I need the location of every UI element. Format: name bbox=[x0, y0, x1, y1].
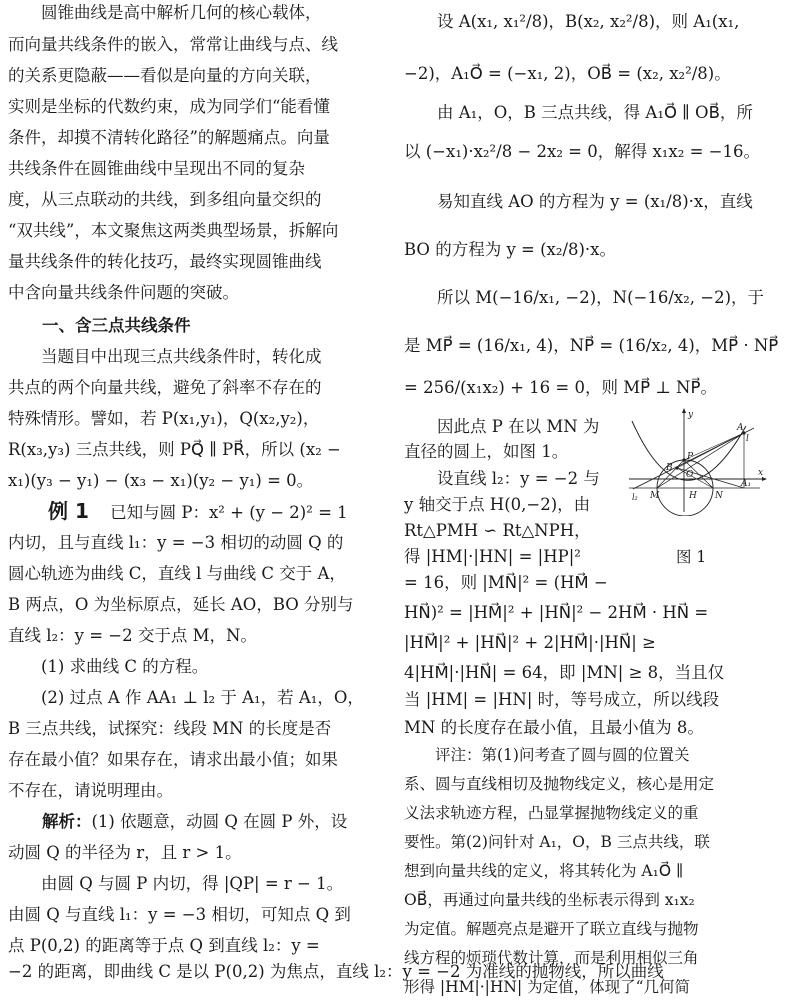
after-figure-line: 当 |HM| = |HN| 时，等号成立，所以线段 bbox=[404, 690, 720, 709]
intro-line: 实则是坐标的代数约束，成为同学们“能看懂 bbox=[8, 97, 330, 116]
analysis-line: 点 P(0,2) 的距离等于点 Q 到直线 l₂：y = bbox=[8, 936, 320, 955]
commentary-line: 义法求轨迹方程，凸显掌握抛物线定义的重 bbox=[404, 804, 699, 822]
intro-line: 而向量共线条件的嵌入，常常让曲线与点、线 bbox=[8, 35, 338, 54]
y-axis-arrow bbox=[682, 408, 686, 413]
example-line: 内切，且与直线 l₁：y = −3 相切的动圆 Q 的 bbox=[8, 533, 344, 552]
commentary-line: 线方程的烦琐代数计算，而是利用相似三角 bbox=[404, 949, 699, 967]
section-heading: 一、含三点共线条件 bbox=[42, 316, 191, 335]
intro-line: 圆锥曲线是高中解析几何的核心载体， bbox=[8, 3, 322, 22]
section-body-line: 特殊情形。譬如，若 P(x₁,y₁)，Q(x₂,y₂)， bbox=[8, 409, 320, 428]
analysis-first-line: (1) 依题意，动圆 Q 在圆 P 外，设 bbox=[91, 812, 348, 831]
commentary-line: OB⃗，再通过向量共线的坐标表示得到 x₁x₂ bbox=[404, 891, 695, 909]
intro-line: 的关系更隐蔽——看似是向量的方向关联， bbox=[8, 66, 322, 85]
label-y: y bbox=[688, 410, 694, 420]
figure-caption: 图 1 bbox=[676, 548, 707, 566]
section-body-line: 共点的两个向量共线，避免了斜率不存在的 bbox=[8, 378, 322, 397]
right-line: 是 MP⃗ = (16/x₁, 4)，NP⃗ = (16/x₂, 4)，MP⃗ · NP⃗ bbox=[404, 336, 779, 355]
example-line: 圆心轨迹为曲线 C，直线 l 与曲线 C 交于 A， bbox=[8, 564, 346, 583]
point-p bbox=[682, 458, 685, 461]
example-line: 存在最小值？如果存在，请求出最小值；如果 bbox=[8, 750, 338, 769]
figure-side-line: Rt△PMH ∽ Rt△NPH， bbox=[404, 521, 591, 540]
label-l: l bbox=[746, 434, 749, 444]
label-l2: l₂ bbox=[632, 493, 638, 502]
section-body-line: R(x₃,y₃) 三点共线，则 PQ⃗ ∥ PR⃗，所以 (x₂ − bbox=[8, 440, 341, 459]
analysis-line: 由圆 Q 与圆 P 内切，得 |QP| = r − 1。 bbox=[8, 874, 344, 893]
label-p: P bbox=[687, 452, 694, 462]
commentary-line: 要性。第(2)问针对 A₁，O，B 三点共线，联 bbox=[404, 833, 710, 851]
after-figure-line: = 16，则 |MN⃗|² = (HM⃗ − bbox=[404, 573, 608, 592]
intro-line: 共线条件在圆锥曲线中呈现出不同的复杂 bbox=[8, 159, 305, 178]
after-figure-line: |HM⃗|² + |HN⃗|² + 2|HM⃗|·|HN⃗| ≥ bbox=[404, 633, 656, 652]
figure-side-line: y 轴交于点 H(0,−2)，由 bbox=[404, 495, 591, 514]
analysis-heading-line bbox=[42, 812, 347, 832]
commentary-line: 形得 |HM|·|HN| 为定值，体现了“几何简 bbox=[404, 978, 691, 996]
after-figure-line: MN 的长度存在最小值，且最小值为 8。 bbox=[404, 718, 704, 737]
example-line: B 三点共线，试探究：线段 MN 的长度是否 bbox=[8, 719, 332, 738]
right-line: 所以 M(−16/x₁, −2)，N(−16/x₂, −2)，于 bbox=[404, 288, 765, 307]
intro-line: 中含向量共线条件问题的突破。 bbox=[8, 283, 239, 302]
example-label: 例 1 bbox=[48, 499, 89, 523]
commentary-line: 为定值。解题亮点是避开了联立直线与抛物 bbox=[404, 920, 699, 938]
after-figure-line: HN⃗)² = |HM⃗|² + |HN⃗|² − 2HM⃗ · HN⃗ = bbox=[404, 603, 709, 622]
example-line: (2) 过点 A 作 AA₁ ⊥ l₂ 于 A₁，若 A₁，O， bbox=[8, 688, 364, 707]
intro-line: 量共线条件的转化技巧，最终实现圆锥曲线 bbox=[8, 252, 322, 271]
example-line: B 两点，O 为坐标原点，延长 AO，BO 分别与 bbox=[8, 595, 354, 614]
figure-side-line: 设直线 l₂：y = −2 与 bbox=[404, 469, 600, 488]
line-ma bbox=[657, 433, 744, 488]
right-line: 由 A₁，O，B 三点共线，得 A₁O⃗ ∥ OB⃗，所 bbox=[404, 103, 753, 122]
example-line: 不存在，请说明理由。 bbox=[8, 781, 173, 800]
right-line: 以 (−x₁)·x₂²/8 − 2x₂ = 0，解得 x₁x₂ = −16。 bbox=[404, 142, 760, 161]
label-x: x bbox=[758, 468, 764, 478]
intro-line: “双共线”，本文聚焦这两类典型场景，拆解向 bbox=[8, 221, 339, 240]
right-line: BO 的方程为 y = (x₂/8)·x。 bbox=[404, 240, 616, 259]
point-b bbox=[675, 466, 678, 469]
example-heading-line bbox=[48, 501, 348, 523]
right-line: 易知直线 AO 的方程为 y = (x₁/8)·x，直线 bbox=[404, 192, 753, 211]
right-line: = 256/(x₁x₂) + 16 = 0，则 MP⃗ ⊥ NP⃗。 bbox=[404, 378, 717, 397]
section-body-line: 当题目中出现三点共线条件时，转化成 bbox=[8, 347, 322, 366]
label-a1: A₁ bbox=[741, 479, 752, 489]
figure-side-line: 直径的圆上，如图 1。 bbox=[404, 442, 569, 461]
right-line: 设 A(x₁, x₁²/8)，B(x₂, x₂²/8)，则 A₁(x₁, bbox=[404, 12, 740, 31]
figure-1-diagram bbox=[627, 408, 767, 516]
figure-side-line: 得 |HM|·|HN| = |HP|² bbox=[404, 547, 581, 566]
commentary-line: 想到向量共线的定义，将其转化为 A₁O⃗ ∥ bbox=[404, 862, 684, 880]
label-b: B bbox=[666, 463, 673, 473]
intro-line: 条件，却摸不清转化路径”的解题痛点。向量 bbox=[8, 128, 330, 147]
label-m: M bbox=[650, 491, 660, 501]
intro-line: 度，从三点联动的共线，到多组向量交织的 bbox=[8, 190, 322, 209]
label-h: H bbox=[689, 491, 697, 501]
commentary-line: 评注：第(1)问考查了圆与圆的位置关 bbox=[404, 746, 690, 764]
commentary-line: 系、圆与直线相切及抛物线定义，核心是用定 bbox=[404, 775, 715, 793]
example-line: 直线 l₂：y = −2 交于点 M，N。 bbox=[8, 626, 257, 645]
section-body-line: x₁)(y₃ − y₁) − (x₃ − x₁)(y₂ − y₁) = 0。 bbox=[8, 471, 314, 490]
figure-side-line: 因此点 P 在以 MN 为 bbox=[404, 417, 600, 436]
label-n: N bbox=[715, 491, 723, 501]
analysis-line: 由圆 Q 与直线 l₁：y = −3 相切，可知点 Q 到 bbox=[8, 905, 351, 924]
analysis-line: 动圆 Q 的半径为 r，且 r > 1。 bbox=[8, 843, 242, 862]
example-first-line: 已知与圆 P：x² + (y − 2)² = 1 bbox=[110, 503, 348, 522]
example-line: (1) 求曲线 C 的方程。 bbox=[8, 657, 209, 676]
line-ba bbox=[677, 433, 744, 468]
label-a: A bbox=[737, 423, 744, 433]
after-figure-line: 4|HM⃗|·|HN⃗| = 64，即 |MN| ≥ 8，当且仅 bbox=[404, 663, 725, 682]
label-o: O bbox=[686, 470, 694, 480]
right-line: −2)，A₁O⃗ = (−x₁, 2)，OB⃗ = (x₂, x₂²/8)。 bbox=[404, 64, 731, 83]
analysis-label: 解析： bbox=[42, 812, 92, 831]
analysis-line: −2 的距离，即曲线 C 是以 P(0,2) 为焦点，直线 l₂：y = −2 为准线的抛物线，所以曲线 bbox=[8, 962, 664, 981]
